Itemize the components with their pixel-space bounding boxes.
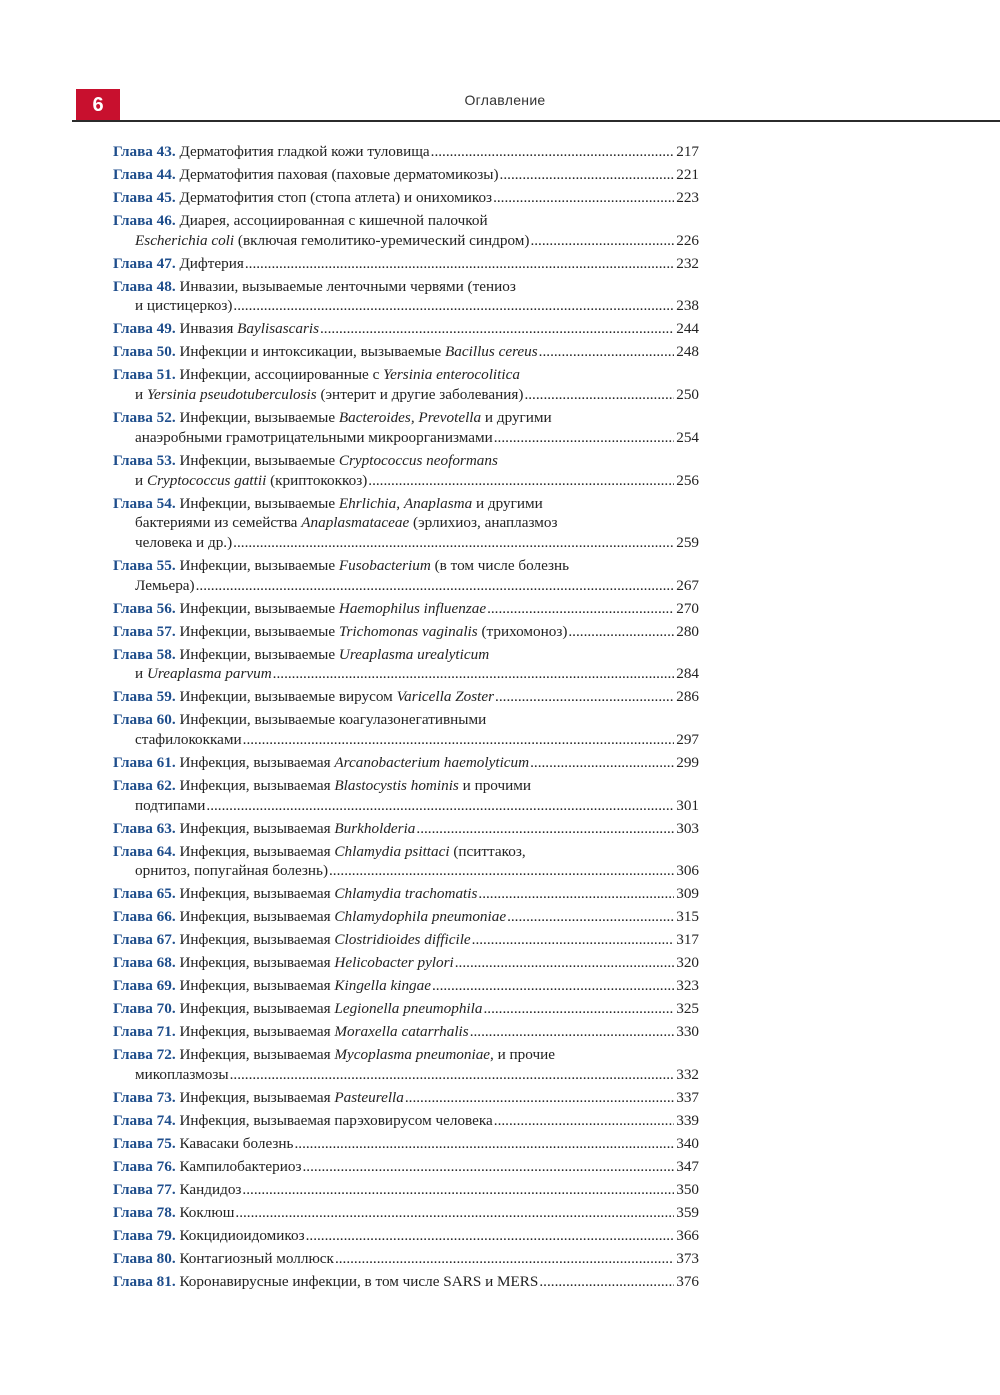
dot-leader <box>432 976 674 996</box>
dot-leader <box>230 1065 675 1085</box>
dot-leader <box>405 1088 674 1108</box>
dot-leader <box>233 296 674 316</box>
chapter-title: Инфекция, вызываемая Clostridioides difficile <box>179 931 471 949</box>
chapter-label: Глава 61. <box>113 754 176 772</box>
chapter-label: Глава 55. <box>113 556 176 574</box>
toc-entry-line <box>113 1180 699 1200</box>
chapter-title: Инфекции, вызываемые Haemophilus influenzae <box>179 599 487 617</box>
chapter-title: Дерматофития паховая (паховые дерматомикозы) <box>179 166 499 183</box>
chapter-title: и Yersinia pseudotuberculosis (энтерит и другие заболевания) <box>135 386 524 404</box>
page-ref: 325 <box>676 1000 699 1018</box>
chapter-label: Глава 48. <box>113 277 176 295</box>
toc-entry-line <box>113 1134 699 1154</box>
toc-entry[interactable] <box>113 776 699 815</box>
toc-entry[interactable] <box>113 1203 699 1223</box>
chapter-label: Глава 69. <box>113 977 176 995</box>
chapter-title: Лемьера) <box>135 576 195 594</box>
dot-leader <box>494 1111 674 1131</box>
page-ref: 223 <box>676 189 699 206</box>
page-ref: 270 <box>676 599 699 617</box>
chapter-title: Инфекции, вызываемые Ehrlichia, Anaplasma и другими <box>179 494 543 512</box>
chapter-label: Глава 54. <box>113 494 176 512</box>
toc-entry[interactable] <box>113 1111 699 1131</box>
toc-entry-line <box>113 1157 699 1177</box>
toc-entry-line <box>113 254 699 274</box>
page-ref: 256 <box>676 471 699 489</box>
page-ref: 330 <box>676 1023 699 1041</box>
toc-entry-line <box>113 211 699 231</box>
toc-entry[interactable] <box>113 1272 699 1292</box>
page-ref: 284 <box>676 665 699 683</box>
dot-leader <box>487 599 674 619</box>
chapter-label: Глава 75. <box>113 1135 176 1153</box>
toc-entry[interactable] <box>113 142 699 162</box>
toc-entry-continuation <box>113 1065 699 1085</box>
dot-leader <box>455 953 674 973</box>
toc-entry[interactable] <box>113 211 699 250</box>
toc-entry[interactable] <box>113 556 699 595</box>
dot-leader <box>493 188 674 208</box>
chapter-title: Коклюш <box>179 1204 235 1222</box>
chapter-label: Глава 56. <box>113 599 176 617</box>
toc-entry-line <box>113 599 699 619</box>
dot-leader <box>524 385 674 405</box>
chapter-title: и цистицеркоз) <box>135 297 233 315</box>
chapter-label: Глава 74. <box>113 1112 176 1130</box>
page-ref: 339 <box>676 1112 699 1130</box>
chapter-title: Инфекция, вызываемая парэховирусом человека <box>179 1112 493 1130</box>
chapter-label: Глава 47. <box>113 254 176 272</box>
toc-entry-line <box>113 1111 699 1131</box>
chapter-title: Дерматофития гладкой кожи туловища <box>179 143 430 160</box>
chapter-label: Глава 79. <box>113 1227 176 1245</box>
chapter-title: Инфекции, ассоциированные с Yersinia enterocolitica <box>179 366 520 384</box>
dot-leader <box>320 319 674 339</box>
chapter-label: Глава 50. <box>113 343 176 361</box>
toc-entry-line <box>113 776 699 796</box>
chapter-title: Дерматофития стоп (стопа атлета) и онихомикоз <box>179 189 493 206</box>
dot-leader <box>539 342 675 362</box>
toc-entry-continuation <box>113 428 699 448</box>
toc-entry-continuation <box>113 296 699 316</box>
toc-entry-line <box>113 319 699 339</box>
header-rule <box>72 120 1000 122</box>
dot-leader <box>530 231 674 251</box>
chapter-title: бактериями из семейства Anaplasmataceae (эрлихиоз, анаплазмоз <box>135 514 558 532</box>
page-ref: 309 <box>676 885 699 903</box>
dot-leader <box>329 861 674 881</box>
toc-entry-line <box>113 1272 699 1292</box>
toc-entry[interactable] <box>113 710 699 749</box>
toc-entry[interactable] <box>113 976 699 996</box>
chapter-label: Глава 71. <box>113 1023 176 1041</box>
page-ref: 267 <box>676 576 699 594</box>
dot-leader <box>243 730 675 750</box>
toc-entry[interactable] <box>113 165 699 185</box>
chapter-label: Глава 66. <box>113 908 176 926</box>
toc-entry-line <box>113 622 699 642</box>
page-ref: 297 <box>676 731 699 749</box>
toc-entry-line <box>113 365 699 385</box>
page-ref: 323 <box>676 977 699 995</box>
toc-entry-line <box>113 842 699 862</box>
dot-leader <box>539 1272 674 1292</box>
toc-entry-line <box>113 953 699 973</box>
dot-leader <box>196 576 675 596</box>
chapter-label: Глава 44. <box>113 166 176 183</box>
toc-entry-line <box>113 188 699 208</box>
dot-leader <box>478 884 674 904</box>
page-ref: 232 <box>676 254 699 272</box>
chapter-title: Инвазия Baylisascaris <box>179 320 319 338</box>
chapter-title: Дифтерия <box>179 254 244 272</box>
toc-entry-line <box>113 142 699 162</box>
toc-entry-line <box>113 1088 699 1108</box>
dot-leader <box>431 142 675 162</box>
running-header: Оглавление <box>464 92 546 108</box>
chapter-label: Глава 67. <box>113 931 176 949</box>
dot-leader <box>500 165 675 185</box>
dot-leader <box>495 687 674 707</box>
page-ref: 250 <box>676 386 699 404</box>
dot-leader <box>494 428 674 448</box>
dot-leader <box>294 1134 674 1154</box>
chapter-label: Глава 62. <box>113 777 176 795</box>
toc-entry-line <box>113 494 699 514</box>
page-ref: 347 <box>676 1158 699 1176</box>
toc-entry[interactable] <box>113 930 699 950</box>
toc-entry-line <box>113 277 699 297</box>
page-ref: 259 <box>676 533 699 551</box>
toc-entry-line <box>113 930 699 950</box>
toc-entry[interactable] <box>113 645 699 684</box>
table-of-contents <box>113 142 699 1295</box>
dot-leader <box>245 254 674 274</box>
chapter-label: Глава 53. <box>113 451 176 469</box>
toc-entry-line <box>113 907 699 927</box>
page-ref: 337 <box>676 1089 699 1107</box>
toc-entry-line <box>113 451 699 471</box>
chapter-title: и Ureaplasma parvum <box>135 665 272 683</box>
page-ref: 317 <box>676 931 699 949</box>
chapter-title: Инфекция, вызываемая Burkholderia <box>179 819 416 837</box>
dot-leader <box>483 999 674 1019</box>
chapter-title: Кандидоз <box>179 1181 242 1199</box>
chapter-title: и Cryptococcus gattii (криптококкоз) <box>135 471 368 489</box>
dot-leader <box>507 907 674 927</box>
chapter-label: Глава 52. <box>113 409 176 427</box>
chapter-title: Инфекции, вызываемые вирусом Varicella Zoster <box>179 688 495 706</box>
toc-entry-line <box>113 753 699 773</box>
chapter-label: Глава 80. <box>113 1250 176 1268</box>
chapter-label: Глава 59. <box>113 688 176 706</box>
toc-entry-continuation <box>113 231 699 251</box>
page-ref: 226 <box>676 231 699 249</box>
chapter-title: Кокцидиоидомикоз <box>179 1227 305 1245</box>
toc-entry[interactable] <box>113 953 699 973</box>
toc-entry-line <box>113 1022 699 1042</box>
toc-entry[interactable] <box>113 1088 699 1108</box>
toc-entry-continuation <box>113 576 699 596</box>
chapter-title: Инфекция, вызываемая Mycoplasma pneumoniae, и прочие <box>179 1046 555 1064</box>
toc-entry[interactable] <box>113 819 699 839</box>
page-ref: 217 <box>676 143 699 160</box>
page-ref: 359 <box>676 1204 699 1222</box>
toc-entry-line <box>113 710 699 730</box>
toc-entry-continuation <box>113 861 699 881</box>
chapter-title: Инфекция, вызываемая Arcanobacterium haemolyticum <box>179 754 530 772</box>
chapter-label: Глава 45. <box>113 189 176 206</box>
dot-leader <box>368 471 674 491</box>
chapter-label: Глава 72. <box>113 1046 176 1064</box>
page-ref: 332 <box>676 1066 699 1084</box>
toc-entry-line <box>113 1249 699 1269</box>
page-ref: 306 <box>676 862 699 880</box>
page-ref: 350 <box>676 1181 699 1199</box>
toc-entry[interactable] <box>113 319 699 339</box>
chapter-label: Глава 46. <box>113 212 176 229</box>
chapter-label: Глава 57. <box>113 622 176 640</box>
toc-entry-continuation <box>113 471 699 491</box>
chapter-title: Инфекция, вызываемая Chlamydophila pneumoniae <box>179 908 507 926</box>
chapter-title: Инфекции, вызываемые Fusobacterium (в том числе болезнь <box>179 556 570 574</box>
chapter-title: Инфекции, вызываемые Trichomonas vaginalis (трихомоноз) <box>179 622 568 640</box>
toc-entry-line <box>113 884 699 904</box>
chapter-title: Инфекция, вызываемая Helicobacter pylori <box>179 954 454 972</box>
toc-entry[interactable] <box>113 1249 699 1269</box>
toc-entry[interactable] <box>113 1134 699 1154</box>
toc-entry[interactable] <box>113 1045 699 1084</box>
toc-entry-continuation <box>113 533 699 553</box>
toc-entry[interactable] <box>113 365 699 404</box>
toc-entry-continuation <box>113 796 699 816</box>
toc-entry-continuation <box>113 664 699 684</box>
page-ref: 376 <box>676 1273 699 1291</box>
page-ref: 320 <box>676 954 699 972</box>
chapter-title: Инфекция, вызываемая Chlamydia trachomatis <box>179 885 478 903</box>
page-ref: 366 <box>676 1227 699 1245</box>
dot-leader <box>530 753 674 773</box>
chapter-title: орнитоз, попугайная болезнь) <box>135 862 328 880</box>
chapter-label: Глава 73. <box>113 1089 176 1107</box>
chapter-title: Инфекция, вызываемая Legionella pneumophila <box>179 1000 483 1018</box>
chapter-title: Инфекции, вызываемые Bacteroides, Prevotella и другими <box>179 409 552 427</box>
page-ref: 221 <box>676 166 699 183</box>
toc-entry-line <box>113 408 699 428</box>
toc-entry[interactable] <box>113 999 699 1019</box>
toc-entry[interactable] <box>113 254 699 274</box>
toc-entry[interactable] <box>113 188 699 208</box>
dot-leader <box>416 819 674 839</box>
toc-entry[interactable] <box>113 907 699 927</box>
chapter-title: Инфекция, вызываемая Chlamydia psittaci (пситтакоз, <box>179 842 526 860</box>
page-ref: 301 <box>676 796 699 814</box>
chapter-label: Глава 63. <box>113 819 176 837</box>
dot-leader <box>303 1157 675 1177</box>
toc-entry[interactable] <box>113 753 699 773</box>
toc-entry-line <box>113 999 699 1019</box>
toc-entry[interactable] <box>113 408 699 447</box>
toc-entry-line <box>113 645 699 665</box>
toc-entry[interactable] <box>113 494 699 553</box>
chapter-title: Инфекции и интоксикации, вызываемые Bacillus cereus <box>179 343 538 361</box>
toc-entry[interactable] <box>113 342 699 362</box>
toc-entry[interactable] <box>113 842 699 881</box>
toc-entry[interactable] <box>113 687 699 707</box>
chapter-label: Глава 77. <box>113 1181 176 1199</box>
chapter-label: Глава 78. <box>113 1204 176 1222</box>
dot-leader <box>273 664 675 684</box>
page-ref: 238 <box>676 297 699 315</box>
page-ref: 286 <box>676 688 699 706</box>
dot-leader <box>470 1022 675 1042</box>
page-ref: 315 <box>676 908 699 926</box>
chapter-title: стафилококками <box>135 731 242 749</box>
dot-leader <box>242 1180 674 1200</box>
toc-entry[interactable] <box>113 884 699 904</box>
page-ref: 244 <box>676 320 699 338</box>
toc-entry-line <box>113 1045 699 1065</box>
page-ref: 373 <box>676 1250 699 1268</box>
dot-leader <box>206 796 674 816</box>
dot-leader <box>335 1249 674 1269</box>
chapter-title: Инфекции, вызываемые коагулазонегативными <box>179 711 487 729</box>
dot-leader <box>568 622 674 642</box>
page-ref: 303 <box>676 819 699 837</box>
page-ref: 340 <box>676 1135 699 1153</box>
toc-entry[interactable] <box>113 1180 699 1200</box>
toc-entry[interactable] <box>113 1022 699 1042</box>
chapter-title: Инфекция, вызываемая Kingella kingae <box>179 977 431 995</box>
chapter-title: Диарея, ассоциированная с кишечной палочкой <box>179 212 488 229</box>
dot-leader <box>306 1226 675 1246</box>
toc-entry[interactable] <box>113 1157 699 1177</box>
chapter-title: Кампилобактериоз <box>179 1158 302 1176</box>
chapter-title: Кавасаки болезнь <box>179 1135 294 1153</box>
chapter-label: Глава 65. <box>113 885 176 903</box>
toc-entry-continuation <box>113 385 699 405</box>
chapter-label: Глава 43. <box>113 143 176 160</box>
dot-leader <box>233 533 674 553</box>
chapter-title: Инфекция, вызываемая Blastocystis hominis и прочими <box>179 777 531 795</box>
chapter-title: Контагиозный моллюск <box>179 1250 334 1268</box>
chapter-label: Глава 81. <box>113 1273 176 1291</box>
dot-leader <box>472 930 675 950</box>
toc-entry[interactable] <box>113 599 699 619</box>
toc-entry[interactable] <box>113 622 699 642</box>
toc-entry-line <box>113 687 699 707</box>
toc-entry-line <box>113 976 699 996</box>
chapter-label: Глава 51. <box>113 366 176 384</box>
chapter-label: Глава 70. <box>113 1000 176 1018</box>
chapter-label: Глава 76. <box>113 1158 176 1176</box>
page-ref: 280 <box>676 622 699 640</box>
chapter-title: Инфекции, вызываемые Cryptococcus neoformans <box>179 451 498 469</box>
chapter-title: Escherichia coli (включая гемолитико-уремический синдром) <box>135 231 530 249</box>
page-ref: 299 <box>676 754 699 772</box>
chapter-label: Глава 58. <box>113 645 176 663</box>
page-number: 6 <box>92 94 104 116</box>
chapter-label: Глава 64. <box>113 842 176 860</box>
page-ref: 248 <box>676 343 699 361</box>
page-ref: 254 <box>676 428 699 446</box>
dot-leader <box>235 1203 674 1223</box>
chapter-title: Инфекция, вызываемая Pasteurella <box>179 1089 404 1107</box>
chapter-title: Инвазии, вызываемые ленточными червями (тениоз <box>179 277 516 295</box>
toc-entry-continuation <box>113 513 699 533</box>
chapter-title: Инфекция, вызываемая Moraxella catarrhalis <box>179 1023 469 1041</box>
toc-entry-line <box>113 1203 699 1223</box>
toc-entry-line <box>113 1226 699 1246</box>
toc-entry[interactable] <box>113 1226 699 1246</box>
toc-entry-line <box>113 165 699 185</box>
toc-entry[interactable] <box>113 451 699 490</box>
toc-entry[interactable] <box>113 277 699 316</box>
chapter-title: подтипами <box>135 796 206 814</box>
toc-entry-line <box>113 556 699 576</box>
chapter-title: микоплазмозы <box>135 1066 229 1084</box>
chapter-title: Инфекции, вызываемые Ureaplasma urealyticum <box>179 645 490 663</box>
chapter-label: Глава 68. <box>113 954 176 972</box>
chapter-label: Глава 49. <box>113 320 176 338</box>
chapter-title: анаэробными грамотрицательными микроорганизмами <box>135 428 493 446</box>
chapter-title: человека и др.) <box>135 533 233 551</box>
toc-entry-line <box>113 342 699 362</box>
chapter-title: Коронавирусные инфекции, в том числе SARS и MERS <box>179 1273 539 1291</box>
chapter-label: Глава 60. <box>113 711 176 729</box>
toc-entry-line <box>113 819 699 839</box>
toc-entry-continuation <box>113 730 699 750</box>
